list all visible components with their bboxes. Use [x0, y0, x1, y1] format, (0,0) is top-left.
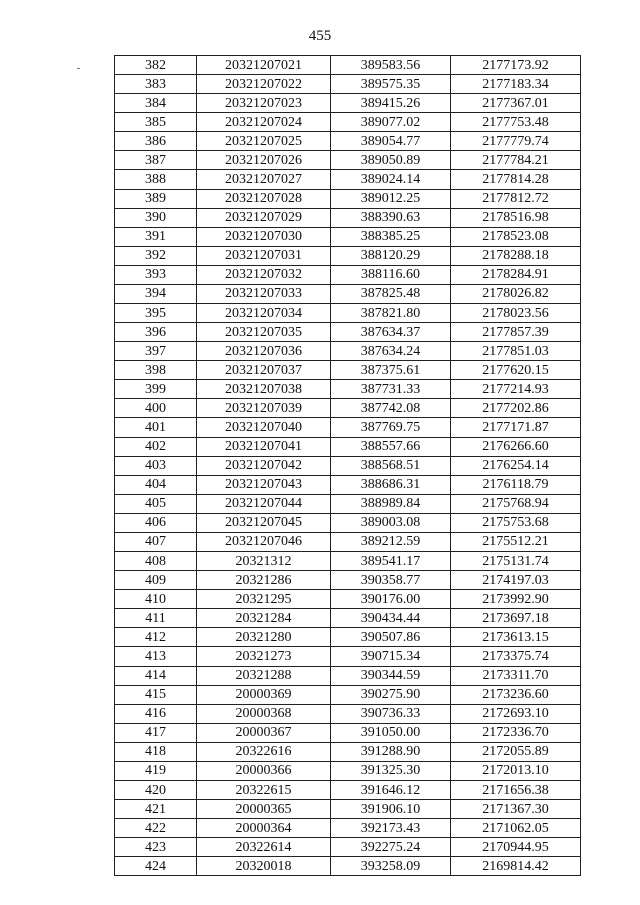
- point-id-cell: 20321207036: [197, 342, 331, 361]
- x-coordinate-cell: 392275.24: [331, 838, 451, 857]
- point-id-cell: 20321207035: [197, 323, 331, 342]
- table-row: [115, 494, 581, 513]
- point-number-cell: 399: [115, 380, 197, 399]
- y-coordinate-cell: 2173311.70: [451, 666, 581, 685]
- x-coordinate-cell: 392173.43: [331, 819, 451, 838]
- y-coordinate-cell: 2178288.18: [451, 246, 581, 265]
- point-id-cell: 20000364: [197, 819, 331, 838]
- point-id-cell: 20322615: [197, 780, 331, 799]
- table-row: [115, 361, 581, 380]
- point-id-cell: 20321207043: [197, 475, 331, 494]
- point-id-cell: 20321284: [197, 609, 331, 628]
- point-id-cell: 20321280: [197, 628, 331, 647]
- y-coordinate-cell: 2173375.74: [451, 647, 581, 666]
- table-row: [115, 437, 581, 456]
- table-row: [115, 380, 581, 399]
- y-coordinate-cell: 2178523.08: [451, 227, 581, 246]
- point-id-cell: 20321207021: [197, 56, 331, 75]
- y-coordinate-cell: 2170944.95: [451, 838, 581, 857]
- y-coordinate-cell: 2177812.72: [451, 189, 581, 208]
- x-coordinate-cell: 388568.51: [331, 456, 451, 475]
- y-coordinate-cell: 2173697.18: [451, 609, 581, 628]
- x-coordinate-cell: 387821.80: [331, 304, 451, 323]
- table-row: [115, 857, 581, 876]
- point-id-cell: 20321207038: [197, 380, 331, 399]
- y-coordinate-cell: 2177784.21: [451, 151, 581, 170]
- table-row: [115, 342, 581, 361]
- y-coordinate-cell: 2177814.28: [451, 170, 581, 189]
- point-id-cell: 20321207029: [197, 208, 331, 227]
- point-id-cell: 20321295: [197, 590, 331, 609]
- point-number-cell: 405: [115, 494, 197, 513]
- y-coordinate-cell: 2171656.38: [451, 780, 581, 799]
- y-coordinate-cell: 2171062.05: [451, 819, 581, 838]
- x-coordinate-cell: 390434.44: [331, 609, 451, 628]
- table-row: [115, 780, 581, 799]
- point-number-cell: 389: [115, 189, 197, 208]
- point-id-cell: 20000367: [197, 723, 331, 742]
- point-number-cell: 402: [115, 437, 197, 456]
- point-id-cell: 20000365: [197, 800, 331, 819]
- table-row: [115, 628, 581, 647]
- point-number-cell: 400: [115, 399, 197, 418]
- point-id-cell: 20321207034: [197, 304, 331, 323]
- point-number-cell: 410: [115, 590, 197, 609]
- point-id-cell: 20321207026: [197, 151, 331, 170]
- y-coordinate-cell: 2178023.56: [451, 304, 581, 323]
- y-coordinate-cell: 2177620.15: [451, 361, 581, 380]
- point-id-cell: 20321207023: [197, 94, 331, 113]
- x-coordinate-cell: 387731.33: [331, 380, 451, 399]
- y-coordinate-cell: 2178284.91: [451, 265, 581, 284]
- point-number-cell: 392: [115, 246, 197, 265]
- point-number-cell: 408: [115, 552, 197, 571]
- table-row: [115, 170, 581, 189]
- y-coordinate-cell: 2176118.79: [451, 475, 581, 494]
- y-coordinate-cell: 2177171.87: [451, 418, 581, 437]
- point-id-cell: 20321207046: [197, 532, 331, 551]
- table-row: [115, 819, 581, 838]
- table-row: [115, 590, 581, 609]
- y-coordinate-cell: 2178026.82: [451, 284, 581, 303]
- point-number-cell: 398: [115, 361, 197, 380]
- x-coordinate-cell: 390358.77: [331, 571, 451, 590]
- table-row: [115, 666, 581, 685]
- point-number-cell: 394: [115, 284, 197, 303]
- point-number-cell: 420: [115, 780, 197, 799]
- x-coordinate-cell: 388557.66: [331, 437, 451, 456]
- x-coordinate-cell: 390275.90: [331, 685, 451, 704]
- y-coordinate-cell: 2177753.48: [451, 113, 581, 132]
- point-number-cell: 384: [115, 94, 197, 113]
- point-number-cell: 418: [115, 742, 197, 761]
- point-id-cell: 20321273: [197, 647, 331, 666]
- x-coordinate-cell: 390507.86: [331, 628, 451, 647]
- point-number-cell: 401: [115, 418, 197, 437]
- point-number-cell: 390: [115, 208, 197, 227]
- y-coordinate-cell: 2173236.60: [451, 685, 581, 704]
- table-row: [115, 284, 581, 303]
- point-id-cell: 20321207025: [197, 132, 331, 151]
- x-coordinate-cell: 388385.25: [331, 227, 451, 246]
- x-coordinate-cell: 389415.26: [331, 94, 451, 113]
- coordinates-table: [114, 55, 581, 876]
- point-number-cell: 414: [115, 666, 197, 685]
- x-coordinate-cell: 387634.24: [331, 342, 451, 361]
- y-coordinate-cell: 2177173.92: [451, 56, 581, 75]
- table-row: [115, 456, 581, 475]
- page-number: 455: [308, 28, 332, 44]
- table-row: [115, 189, 581, 208]
- scan-mark: [77, 68, 80, 69]
- point-id-cell: 20321207024: [197, 113, 331, 132]
- point-id-cell: 20321207040: [197, 418, 331, 437]
- y-coordinate-cell: 2176254.14: [451, 456, 581, 475]
- table-row: [115, 151, 581, 170]
- point-number-cell: 421: [115, 800, 197, 819]
- y-coordinate-cell: 2173613.15: [451, 628, 581, 647]
- point-id-cell: 20321207028: [197, 189, 331, 208]
- point-number-cell: 385: [115, 113, 197, 132]
- x-coordinate-cell: 391906.10: [331, 800, 451, 819]
- table-row: [115, 609, 581, 628]
- x-coordinate-cell: 389050.89: [331, 151, 451, 170]
- table-row: [115, 742, 581, 761]
- x-coordinate-cell: 393258.09: [331, 857, 451, 876]
- point-id-cell: 20320018: [197, 857, 331, 876]
- point-id-cell: 20321288: [197, 666, 331, 685]
- x-coordinate-cell: 389024.14: [331, 170, 451, 189]
- y-coordinate-cell: 2172693.10: [451, 704, 581, 723]
- x-coordinate-cell: 391325.30: [331, 761, 451, 780]
- y-coordinate-cell: 2172055.89: [451, 742, 581, 761]
- x-coordinate-cell: 389054.77: [331, 132, 451, 151]
- x-coordinate-cell: 391050.00: [331, 723, 451, 742]
- point-number-cell: 382: [115, 56, 197, 75]
- table-row: [115, 113, 581, 132]
- point-number-cell: 388: [115, 170, 197, 189]
- table-row: [115, 552, 581, 571]
- y-coordinate-cell: 2175753.68: [451, 513, 581, 532]
- x-coordinate-cell: 388989.84: [331, 494, 451, 513]
- x-coordinate-cell: 389575.35: [331, 75, 451, 94]
- y-coordinate-cell: 2175131.74: [451, 552, 581, 571]
- y-coordinate-cell: 2171367.30: [451, 800, 581, 819]
- point-id-cell: 20321207044: [197, 494, 331, 513]
- point-number-cell: 422: [115, 819, 197, 838]
- y-coordinate-cell: 2177779.74: [451, 132, 581, 151]
- point-id-cell: 20321207027: [197, 170, 331, 189]
- table-body: [115, 56, 581, 876]
- table-row: [115, 304, 581, 323]
- point-number-cell: 386: [115, 132, 197, 151]
- point-id-cell: 20321207031: [197, 246, 331, 265]
- point-number-cell: 403: [115, 456, 197, 475]
- x-coordinate-cell: 391288.90: [331, 742, 451, 761]
- x-coordinate-cell: 387375.61: [331, 361, 451, 380]
- y-coordinate-cell: 2169814.42: [451, 857, 581, 876]
- x-coordinate-cell: 389003.08: [331, 513, 451, 532]
- table-row: [115, 475, 581, 494]
- point-number-cell: 406: [115, 513, 197, 532]
- table-row: [115, 94, 581, 113]
- table-row: [115, 246, 581, 265]
- table-row: [115, 56, 581, 75]
- table-row: [115, 723, 581, 742]
- point-number-cell: 407: [115, 532, 197, 551]
- x-coordinate-cell: 387769.75: [331, 418, 451, 437]
- point-id-cell: 20000366: [197, 761, 331, 780]
- table-row: [115, 685, 581, 704]
- table-row: [115, 800, 581, 819]
- y-coordinate-cell: 2177202.86: [451, 399, 581, 418]
- x-coordinate-cell: 390736.33: [331, 704, 451, 723]
- table-row: [115, 418, 581, 437]
- table-row: [115, 399, 581, 418]
- point-number-cell: 423: [115, 838, 197, 857]
- point-number-cell: 387: [115, 151, 197, 170]
- point-id-cell: 20321207045: [197, 513, 331, 532]
- point-number-cell: 395: [115, 304, 197, 323]
- table-row: [115, 323, 581, 342]
- y-coordinate-cell: 2174197.03: [451, 571, 581, 590]
- x-coordinate-cell: 387634.37: [331, 323, 451, 342]
- y-coordinate-cell: 2177214.93: [451, 380, 581, 399]
- y-coordinate-cell: 2172013.10: [451, 761, 581, 780]
- point-id-cell: 20321207022: [197, 75, 331, 94]
- x-coordinate-cell: 389212.59: [331, 532, 451, 551]
- point-number-cell: 397: [115, 342, 197, 361]
- point-id-cell: 20321286: [197, 571, 331, 590]
- x-coordinate-cell: 389583.56: [331, 56, 451, 75]
- table-row: [115, 761, 581, 780]
- point-id-cell: 20321207033: [197, 284, 331, 303]
- x-coordinate-cell: 389012.25: [331, 189, 451, 208]
- point-id-cell: 20322614: [197, 838, 331, 857]
- point-id-cell: 20000368: [197, 704, 331, 723]
- x-coordinate-cell: 388390.63: [331, 208, 451, 227]
- point-number-cell: 424: [115, 857, 197, 876]
- table-row: [115, 227, 581, 246]
- point-id-cell: 20321312: [197, 552, 331, 571]
- x-coordinate-cell: 391646.12: [331, 780, 451, 799]
- point-id-cell: 20321207037: [197, 361, 331, 380]
- point-id-cell: 20321207032: [197, 265, 331, 284]
- point-number-cell: 411: [115, 609, 197, 628]
- table-row: [115, 265, 581, 284]
- point-id-cell: 20321207042: [197, 456, 331, 475]
- table-row: [115, 132, 581, 151]
- table-row: [115, 571, 581, 590]
- point-number-cell: 413: [115, 647, 197, 666]
- table-row: [115, 647, 581, 666]
- y-coordinate-cell: 2175512.21: [451, 532, 581, 551]
- table-row: [115, 704, 581, 723]
- point-number-cell: 412: [115, 628, 197, 647]
- x-coordinate-cell: 390715.34: [331, 647, 451, 666]
- point-number-cell: 393: [115, 265, 197, 284]
- point-number-cell: 391: [115, 227, 197, 246]
- point-id-cell: 20321207030: [197, 227, 331, 246]
- y-coordinate-cell: 2172336.70: [451, 723, 581, 742]
- point-number-cell: 396: [115, 323, 197, 342]
- point-number-cell: 419: [115, 761, 197, 780]
- y-coordinate-cell: 2177851.03: [451, 342, 581, 361]
- x-coordinate-cell: 390176.00: [331, 590, 451, 609]
- x-coordinate-cell: 387825.48: [331, 284, 451, 303]
- x-coordinate-cell: 390344.59: [331, 666, 451, 685]
- x-coordinate-cell: 388686.31: [331, 475, 451, 494]
- y-coordinate-cell: 2176266.60: [451, 437, 581, 456]
- y-coordinate-cell: 2178516.98: [451, 208, 581, 227]
- point-id-cell: 20321207039: [197, 399, 331, 418]
- point-number-cell: 383: [115, 75, 197, 94]
- point-id-cell: 20321207041: [197, 437, 331, 456]
- y-coordinate-cell: 2173992.90: [451, 590, 581, 609]
- y-coordinate-cell: 2175768.94: [451, 494, 581, 513]
- x-coordinate-cell: 387742.08: [331, 399, 451, 418]
- table-row: [115, 838, 581, 857]
- y-coordinate-cell: 2177857.39: [451, 323, 581, 342]
- y-coordinate-cell: 2177367.01: [451, 94, 581, 113]
- point-number-cell: 417: [115, 723, 197, 742]
- table-row: [115, 75, 581, 94]
- point-number-cell: 404: [115, 475, 197, 494]
- table-row: [115, 513, 581, 532]
- y-coordinate-cell: 2177183.34: [451, 75, 581, 94]
- point-id-cell: 20322616: [197, 742, 331, 761]
- x-coordinate-cell: 389541.17: [331, 552, 451, 571]
- point-number-cell: 409: [115, 571, 197, 590]
- x-coordinate-cell: 389077.02: [331, 113, 451, 132]
- point-number-cell: 416: [115, 704, 197, 723]
- table-row: [115, 532, 581, 551]
- point-id-cell: 20000369: [197, 685, 331, 704]
- x-coordinate-cell: 388120.29: [331, 246, 451, 265]
- table-row: [115, 208, 581, 227]
- point-number-cell: 415: [115, 685, 197, 704]
- x-coordinate-cell: 388116.60: [331, 265, 451, 284]
